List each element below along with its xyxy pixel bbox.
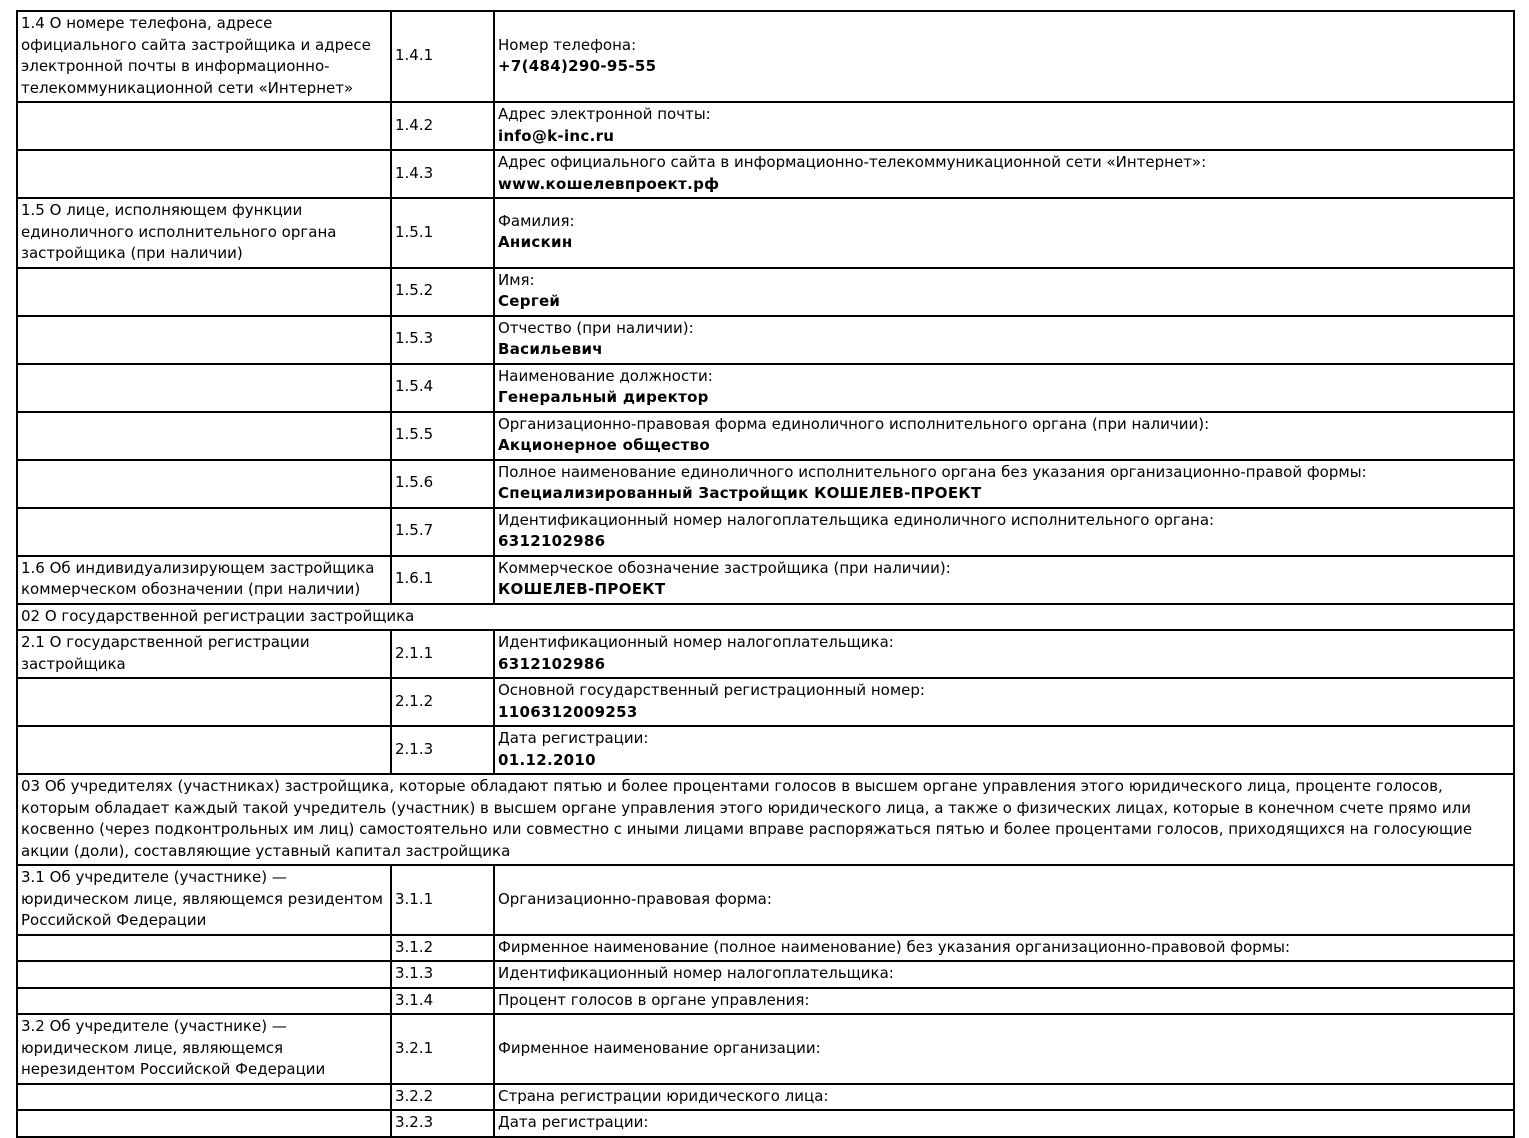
item-number-cell: 3.1.4 xyxy=(391,988,494,1015)
item-content-cell xyxy=(494,412,1514,460)
item-number-cell: 1.6.1 xyxy=(391,556,494,604)
section-title-cell xyxy=(17,726,391,774)
section-title-cell: 3.2 Об учредителе (участнике) — юридическом лице, являющемся нерезидентом Российской Федерации xyxy=(17,1014,391,1084)
section-title-cell xyxy=(17,460,391,508)
field-label: Идентификационный номер налогоплательщика: xyxy=(498,633,894,651)
section-band-row xyxy=(17,604,1514,631)
item-row xyxy=(17,726,1514,774)
item-number-cell: 1.5.4 xyxy=(391,364,494,412)
item-number-cell: 1.5.3 xyxy=(391,316,494,364)
section-title-cell xyxy=(17,1110,391,1137)
item-number-cell: 3.1.3 xyxy=(391,961,494,988)
item-row xyxy=(17,556,1514,604)
field-value: Васильевич xyxy=(498,340,603,358)
section-band-text: 03 Об учредителях (участниках) застройщика, которые обладают пятью и более процентами голосов в высшем органе управления этого юридического лица, проценте голосов, которым обладает каждый такой учредитель (участник) в высшем органе управления этого юридического лица, а также о физических лицах, которые в конечном счете прямо или косвенно (через подконтрольных им лиц) самостоятельно или совместно с иными лицами вправе распоряжаться пятью и более процентами голосов, приходящихся на голосующие акции (доли), составляющие уставный капитал застройщика xyxy=(17,774,1514,865)
field-label: Отчество (при наличии): xyxy=(498,318,694,337)
field-value: Анискин xyxy=(498,233,573,252)
field-label: Основной государственный регистрационный номер: xyxy=(498,681,925,699)
item-content-cell xyxy=(494,988,1514,1015)
field-value: Сергей xyxy=(498,292,561,310)
item-number-cell: 3.1.1 xyxy=(391,865,494,935)
field-label: Организационно-правовая форма единоличного исполнительного органа (при наличии): xyxy=(498,414,1210,433)
section-title-cell xyxy=(17,935,391,962)
item-row xyxy=(17,412,1514,460)
item-row xyxy=(17,508,1514,556)
field-label: Наименование должности: xyxy=(498,366,713,385)
field-value: 6312102986 xyxy=(498,654,606,673)
field-label: Полное наименование единоличного исполнительного органа без указания организационно-правой формы: xyxy=(498,462,1367,481)
field-label: Процент голосов в органе управления: xyxy=(498,990,810,1009)
section-title-cell xyxy=(17,988,391,1015)
field-label: Адрес официального сайта в информационно-телекоммуникационной сети «Интернет»: xyxy=(498,153,1207,171)
section-title-cell xyxy=(17,268,391,316)
item-row xyxy=(17,935,1514,962)
item-content-cell xyxy=(494,630,1514,678)
item-content-cell xyxy=(494,198,1514,268)
declaration-table xyxy=(16,10,1515,1138)
field-label: Организационно-правовая форма: xyxy=(498,889,772,908)
field-value: www.кошелевпроект.рф xyxy=(498,174,720,193)
item-row xyxy=(17,630,1514,678)
field-value: Генеральный директор xyxy=(498,388,709,406)
item-number-cell: 1.5.6 xyxy=(391,460,494,508)
item-content-cell xyxy=(494,364,1514,412)
item-row xyxy=(17,1014,1514,1084)
section-band-text: 02 О государственной регистрации застройщика xyxy=(17,604,1514,631)
item-content-cell xyxy=(494,1084,1514,1111)
item-row xyxy=(17,102,1514,150)
section-title-cell xyxy=(17,364,391,412)
item-content-cell xyxy=(494,1014,1514,1084)
item-row xyxy=(17,268,1514,316)
field-value: 01.12.2010 xyxy=(498,750,596,769)
item-row xyxy=(17,364,1514,412)
field-value: Акционерное общество xyxy=(498,436,710,454)
section-title-cell xyxy=(17,508,391,556)
item-row xyxy=(17,988,1514,1015)
item-number-cell: 2.1.1 xyxy=(391,630,494,678)
item-number-cell: 3.1.2 xyxy=(391,935,494,962)
field-label: Фирменное наименование организации: xyxy=(498,1038,821,1057)
item-content-cell xyxy=(494,460,1514,508)
item-content-cell xyxy=(494,678,1514,726)
section-title-cell xyxy=(17,961,391,988)
field-value: info@k-inc.ru xyxy=(498,126,615,145)
field-label: Коммерческое обозначение застройщика (при наличии): xyxy=(498,558,951,577)
item-content-cell xyxy=(494,102,1514,150)
field-label: Имя: xyxy=(498,270,535,289)
field-value: КОШЕЛЕВ-ПРОЕКТ xyxy=(498,580,666,598)
section-title-cell: 1.5 О лице, исполняющем функции единоличного исполнительного органа застройщика (при наличии) xyxy=(17,198,391,268)
field-label: Дата регистрации: xyxy=(498,1113,649,1131)
field-label: Фамилия: xyxy=(498,211,575,230)
item-row xyxy=(17,11,1514,102)
item-content-cell xyxy=(494,726,1514,774)
item-number-cell: 1.4.2 xyxy=(391,102,494,150)
declaration-table-body xyxy=(17,11,1514,1137)
section-band-row xyxy=(17,774,1514,865)
section-title-cell: 2.1 О государственной регистрации застройщика xyxy=(17,630,391,678)
item-row xyxy=(17,961,1514,988)
item-content-cell xyxy=(494,556,1514,604)
field-label: Страна регистрации юридического лица: xyxy=(498,1086,829,1105)
item-content-cell xyxy=(494,865,1514,935)
item-number-cell: 3.2.2 xyxy=(391,1084,494,1111)
item-row xyxy=(17,1084,1514,1111)
item-number-cell: 3.2.1 xyxy=(391,1014,494,1084)
item-row xyxy=(17,678,1514,726)
field-label: Идентификационный номер налогоплательщика: xyxy=(498,964,894,982)
field-label: Фирменное наименование (полное наименование) без указания организационно-правовой формы: xyxy=(498,937,1291,956)
field-label: Идентификационный номер налогоплательщика единоличного исполнительного органа: xyxy=(498,510,1215,529)
field-value: +7(484)290-95-55 xyxy=(498,57,657,75)
item-row xyxy=(17,316,1514,364)
item-number-cell: 1.4.3 xyxy=(391,150,494,198)
item-row xyxy=(17,1110,1514,1137)
item-number-cell: 3.2.3 xyxy=(391,1110,494,1137)
item-number-cell: 1.5.2 xyxy=(391,268,494,316)
item-number-cell: 2.1.2 xyxy=(391,678,494,726)
section-title-cell xyxy=(17,1084,391,1111)
section-title-cell xyxy=(17,412,391,460)
section-title-cell: 1.4 О номере телефона, адресе официального сайта застройщика и адресе электронной почты в информационно-телекоммуникационной сети «Интернет» xyxy=(17,11,391,102)
item-row xyxy=(17,460,1514,508)
item-row xyxy=(17,150,1514,198)
section-title-cell: 1.6 Об индивидуализирующем застройщика коммерческом обозначении (при наличии) xyxy=(17,556,391,604)
item-content-cell xyxy=(494,961,1514,988)
item-row xyxy=(17,198,1514,268)
item-content-cell xyxy=(494,150,1514,198)
item-content-cell xyxy=(494,268,1514,316)
field-label: Номер телефона: xyxy=(498,35,637,54)
item-content-cell xyxy=(494,11,1514,102)
section-title-cell xyxy=(17,316,391,364)
item-content-cell xyxy=(494,1110,1514,1137)
item-number-cell: 1.4.1 xyxy=(391,11,494,102)
item-content-cell xyxy=(494,508,1514,556)
field-label: Адрес электронной почты: xyxy=(498,105,711,123)
field-value: 1106312009253 xyxy=(498,702,638,721)
item-number-cell: 1.5.5 xyxy=(391,412,494,460)
item-row xyxy=(17,865,1514,935)
section-title-cell xyxy=(17,678,391,726)
field-value: 6312102986 xyxy=(498,532,606,550)
item-content-cell xyxy=(494,935,1514,962)
item-number-cell: 1.5.1 xyxy=(391,198,494,268)
item-content-cell xyxy=(494,316,1514,364)
section-title-cell xyxy=(17,150,391,198)
item-number-cell: 2.1.3 xyxy=(391,726,494,774)
item-number-cell: 1.5.7 xyxy=(391,508,494,556)
section-title-cell xyxy=(17,102,391,150)
field-label: Дата регистрации: xyxy=(498,729,649,747)
field-value: Специализированный Застройщик КОШЕЛЕВ-ПРОЕКТ xyxy=(498,484,982,502)
section-title-cell: 3.1 Об учредителе (участнике) — юридическом лице, являющемся резидентом Российской Федерации xyxy=(17,865,391,935)
